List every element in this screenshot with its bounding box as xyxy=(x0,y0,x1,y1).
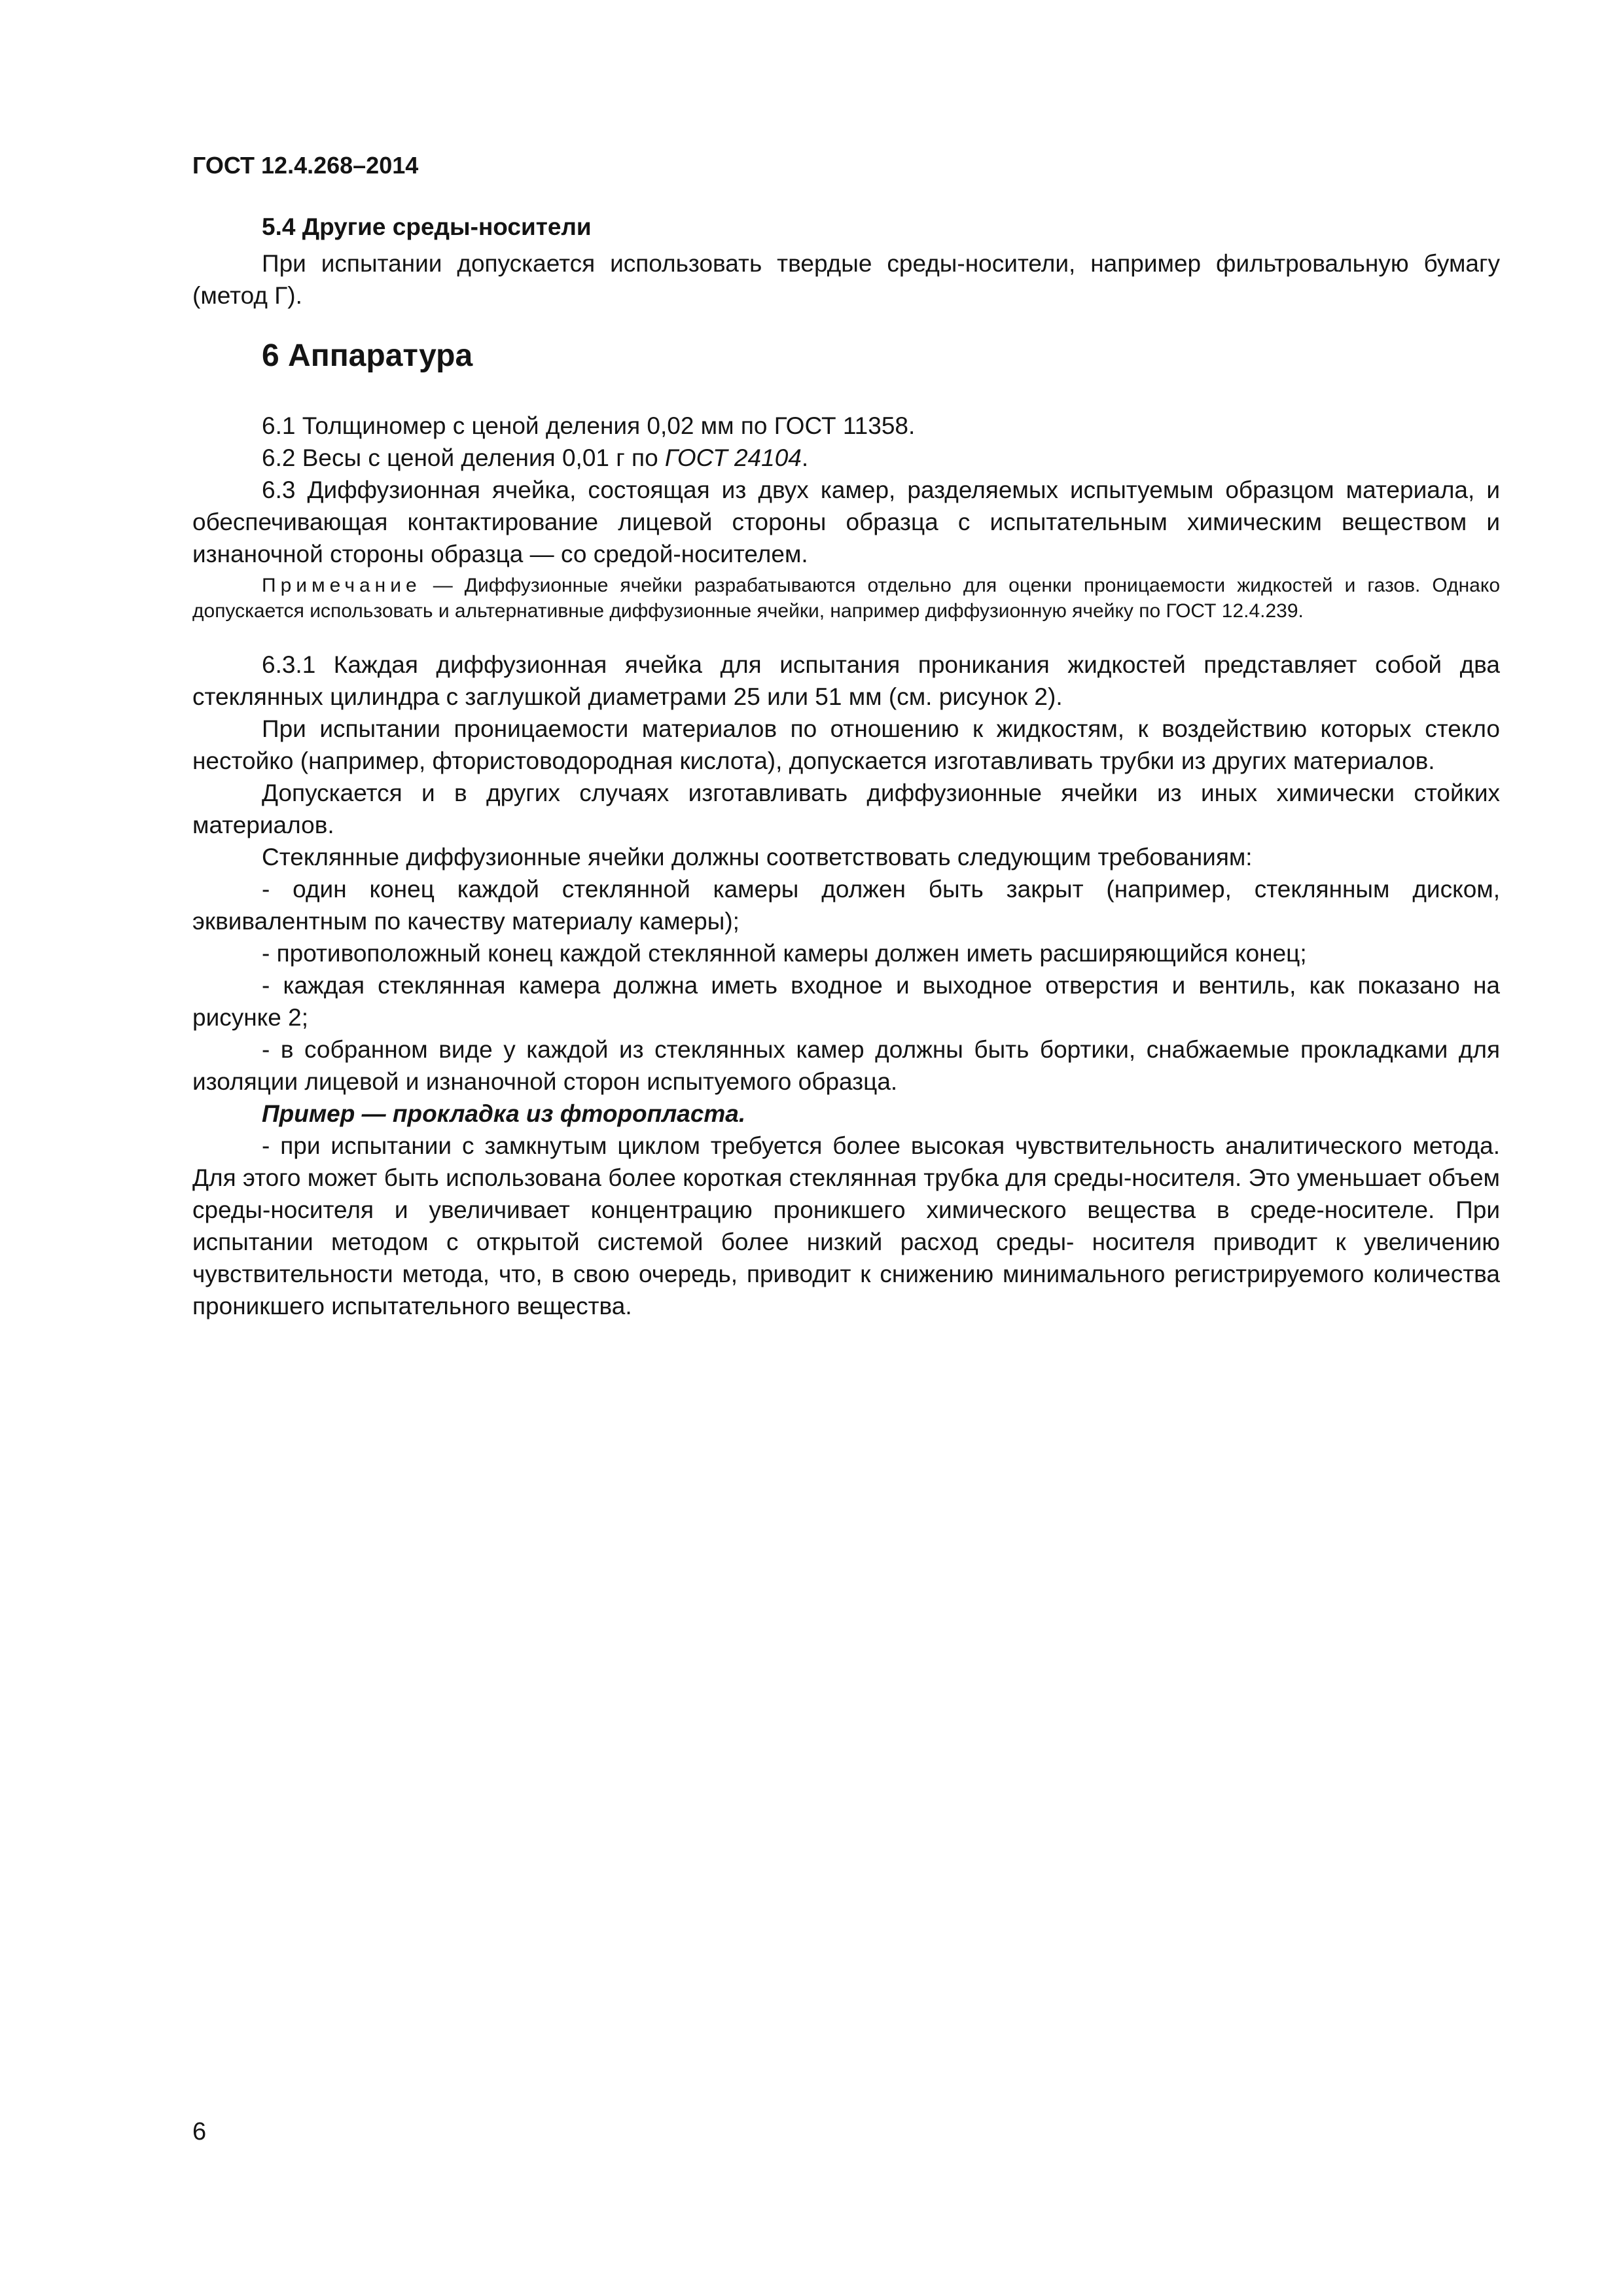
example-text: Пример — прокладка из фторопласта. xyxy=(262,1100,746,1127)
clause-6-2-text: 6.2 Весы с ценой деления 0,01 г по xyxy=(262,444,665,471)
clause-6-1: 6.1 Толщиномер с ценой деления 0,02 мм по ГОСТ 11358. xyxy=(262,412,916,439)
paragraph-chemically-resistant: Допускается и в других случаях изготавливать диффузионные ячейки из иных химически стойких материалов. xyxy=(192,780,1500,838)
subsection-heading-5-4: 5.4 Другие среды-носители xyxy=(262,213,592,240)
list-item: - каждая стеклянная камера должна иметь входное и выходное отверстия и вентиль, как показано на рисунке 2; xyxy=(192,972,1500,1031)
list-item: - один конец каждой стеклянной камеры должен быть закрыт (например, стеклянным диском, эквивалентным по качеству материалу камеры); xyxy=(192,876,1500,935)
note xyxy=(192,573,1500,624)
paragraph-5-4 xyxy=(192,247,1500,312)
clause-6-3-1: 6.3.1 Каждая диффузионная ячейка для испытания проникания жидкостей представляет собой два стеклянных цилиндра с заглушкой диаметрами 25 или 51 мм (см. рисунок 2). xyxy=(192,651,1500,710)
section-heading-6: 6 Аппаратура xyxy=(262,338,473,373)
section-6-body xyxy=(192,410,1500,1322)
paragraph-text: При испытании допускается использовать твердые среды-носители, например фильтровальную бумагу (метод Г). xyxy=(192,250,1500,309)
note-label: Примечание xyxy=(262,575,421,596)
standard-reference: ГОСТ 24104 xyxy=(664,444,802,471)
clause-6-3: 6.3 Диффузионная ячейка, состоящая из двух камер, разделяемых испытуемым образцом материала, и обеспечивающая контактирование лицевой стороны образца с испытательным химическим веществом и изнаночной стороны образца — со средой-носителем. xyxy=(192,476,1500,567)
paragraph-other-materials: При испытании проницаемости материалов по отношению к жидкостям, к воздействию которых стекло нестойко (например, фтористоводородная кислота), допускается изготавливать трубки из других материалов. xyxy=(192,715,1500,774)
document-header: ГОСТ 12.4.268–2014 xyxy=(192,152,419,179)
note-text: — Диффузионные ячейки разрабатываются отдельно для оценки проницаемости жидкостей и газов. Однако допускается использовать и альтернативные диффузионные ячейки, например диффузионную ячейку по ГОСТ 12.4.239. xyxy=(192,575,1500,622)
list-item: - при испытании с замкнутым циклом требуется более высокая чувствительность аналитического метода. Для этого может быть использована более короткая стеклянная трубка для среды-носителя. Это уменьшает объем среды-носителя и увеличивает концентрацию проникшего химического вещества в среде-носителе. При испытании методом с открытой системой более низкий расход среды- носителя приводит к увеличению чувствительности метода, что, в свою очередь, приводит к снижению минимального регистрируемого количества проникшего испытательного вещества. xyxy=(192,1132,1500,1319)
clause-6-2-end: . xyxy=(801,444,809,471)
list-item: - противоположный конец каждой стеклянной камеры должен иметь расширяющийся конец; xyxy=(262,940,1307,967)
clause-6-2 xyxy=(192,442,1500,474)
list-item: - в собранном виде у каждой из стеклянных камер должны быть бортики, снабжаемые прокладками для изоляции лицевой и изнаночной сторон испытуемого образца. xyxy=(192,1036,1500,1095)
paragraph-requirements-intro: Стеклянные диффузионные ячейки должны соответствовать следующим требованиям: xyxy=(262,844,1253,870)
page-number: 6 xyxy=(192,2118,207,2145)
